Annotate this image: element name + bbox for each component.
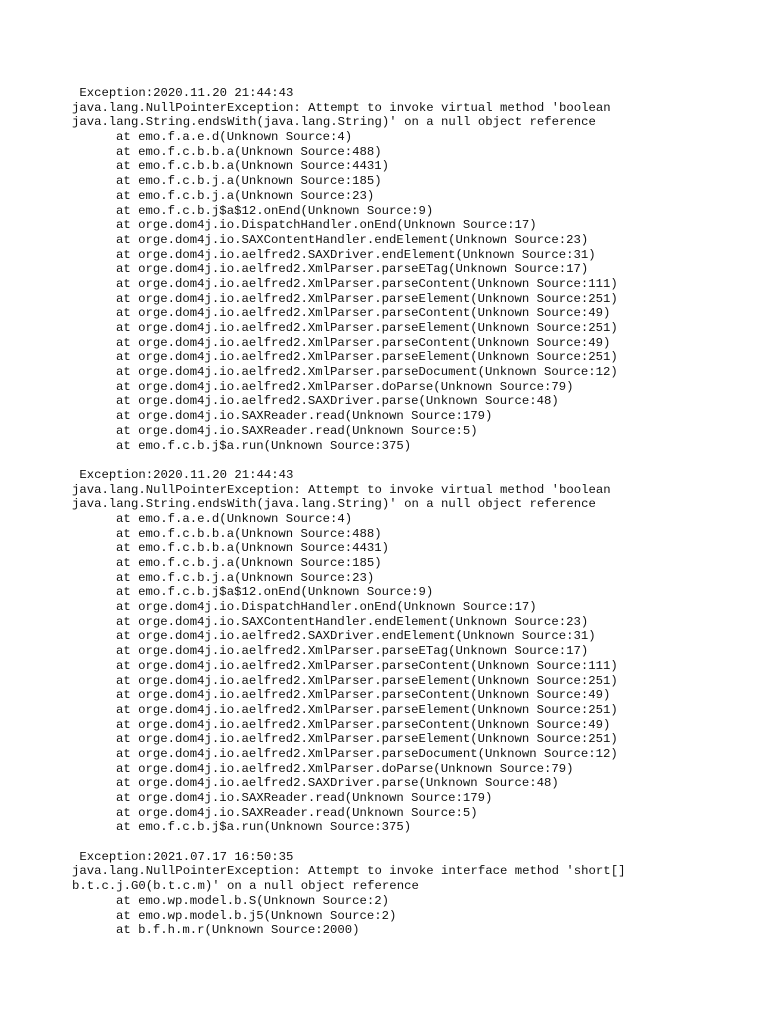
stack-frame: at orge.dom4j.io.aelfred2.XmlParser.parseContent(Unknown Source:49) [116, 306, 611, 321]
exception-log [72, 86, 752, 953]
stack-frame: at orge.dom4j.io.aelfred2.XmlParser.doParse(Unknown Source:79) [116, 761, 574, 776]
exception-timestamp: Exception:2020.11.20 21:44:43 [72, 467, 294, 482]
stack-frame: at emo.f.a.e.d(Unknown Source:4) [116, 511, 353, 526]
stack-frame: at orge.dom4j.io.aelfred2.SAXDriver.parse(Unknown Source:48) [116, 776, 559, 791]
exception-message-line: java.lang.NullPointerException: Attempt to invoke virtual method 'boolean [72, 482, 611, 497]
stack-frame: at emo.f.c.b.b.a(Unknown Source:488) [116, 144, 382, 159]
stack-frame: at orge.dom4j.io.SAXContentHandler.endElement(Unknown Source:23) [116, 614, 589, 629]
stack-frame: at orge.dom4j.io.aelfred2.XmlParser.parseElement(Unknown Source:251) [116, 702, 618, 717]
stack-frame: at orge.dom4j.io.SAXReader.read(Unknown Source:5) [116, 423, 478, 438]
stack-frame: at orge.dom4j.io.aelfred2.XmlParser.parseDocument(Unknown Source:12) [116, 365, 618, 380]
stack-frame: at orge.dom4j.io.aelfred2.XmlParser.parseElement(Unknown Source:251) [116, 321, 618, 335]
stack-frame: at orge.dom4j.io.aelfred2.XmlParser.parseElement(Unknown Source:251) [116, 732, 618, 747]
exception-message-line: java.lang.NullPointerException: Attempt to invoke virtual method 'boolean [72, 100, 611, 115]
stack-frame: at orge.dom4j.io.SAXReader.read(Unknown Source:5) [116, 805, 478, 820]
stack-frame: at orge.dom4j.io.aelfred2.XmlParser.parseContent(Unknown Source:111) [116, 276, 618, 291]
stack-frame: at orge.dom4j.io.aelfred2.XmlParser.parseDocument(Unknown Source:12) [116, 746, 618, 761]
exception-timestamp: Exception:2020.11.20 21:44:43 [72, 86, 294, 100]
stack-frame: at orge.dom4j.io.SAXReader.read(Unknown Source:179) [116, 409, 493, 424]
stack-frame: at orge.dom4j.io.aelfred2.SAXDriver.endElement(Unknown Source:31) [116, 247, 596, 262]
stack-frame: at orge.dom4j.io.SAXReader.read(Unknown Source:179) [116, 791, 493, 805]
stack-frame: at emo.wp.model.b.j5(Unknown Source:2) [116, 908, 397, 923]
exception-message-line: java.lang.String.endsWith(java.lang.String)' on a null object reference [72, 115, 596, 130]
stack-frame: at orge.dom4j.io.aelfred2.SAXDriver.parse(Unknown Source:48) [116, 394, 559, 409]
stack-frame: at orge.dom4j.io.SAXContentHandler.endElement(Unknown Source:23) [116, 232, 589, 247]
stack-frame: at orge.dom4j.io.aelfred2.XmlParser.parseElement(Unknown Source:251) [116, 350, 618, 365]
stack-frame: at emo.f.c.b.b.a(Unknown Source:4431) [116, 541, 390, 556]
stack-frame: at emo.f.c.b.j$a$12.onEnd(Unknown Source:9) [116, 585, 434, 600]
stack-frame: at emo.wp.model.b.S(Unknown Source:2) [116, 893, 390, 908]
stack-frame: at emo.f.c.b.j$a.run(Unknown Source:375) [116, 438, 412, 453]
exception-timestamp: Exception:2021.07.17 16:50:35 [72, 849, 294, 864]
stack-frame: at orge.dom4j.io.aelfred2.XmlParser.parseContent(Unknown Source:49) [116, 688, 611, 703]
stack-frame: at orge.dom4j.io.aelfred2.XmlParser.parseElement(Unknown Source:251) [116, 673, 618, 688]
stack-frame: at orge.dom4j.io.aelfred2.XmlParser.doParse(Unknown Source:79) [116, 379, 574, 394]
stack-frame: at orge.dom4j.io.aelfred2.XmlParser.parseETag(Unknown Source:17) [116, 262, 589, 277]
stack-frame: at orge.dom4j.io.aelfred2.SAXDriver.endElement(Unknown Source:31) [116, 629, 596, 644]
exception-message-line: java.lang.NullPointerException: Attempt to invoke interface method 'short[] [72, 864, 626, 879]
stack-frame: at emo.f.c.b.j.a(Unknown Source:23) [116, 570, 375, 585]
exception-entry [72, 86, 752, 453]
stack-frame: at emo.f.c.b.j$a$12.onEnd(Unknown Source:9) [116, 203, 434, 218]
exception-message-line: java.lang.String.endsWith(java.lang.String)' on a null object reference [72, 497, 596, 512]
stack-frame: at b.f.h.m.r(Unknown Source:2000) [116, 923, 360, 938]
exception-entry [72, 468, 752, 835]
exception-message-line: b.t.c.j.G0(b.t.c.m)' on a null object reference [72, 879, 419, 894]
stack-frame: at orge.dom4j.io.aelfred2.XmlParser.parseElement(Unknown Source:251) [116, 291, 618, 306]
stack-frame: at emo.f.c.b.j.a(Unknown Source:23) [116, 188, 375, 203]
stack-frame: at orge.dom4j.io.aelfred2.XmlParser.parseContent(Unknown Source:49) [116, 717, 611, 732]
stack-frame: at emo.f.a.e.d(Unknown Source:4) [116, 130, 353, 145]
exception-entry [72, 850, 752, 938]
stack-frame: at emo.f.c.b.j.a(Unknown Source:185) [116, 556, 382, 570]
stack-frame: at orge.dom4j.io.aelfred2.XmlParser.parseETag(Unknown Source:17) [116, 644, 589, 659]
stack-frame: at orge.dom4j.io.DispatchHandler.onEnd(Unknown Source:17) [116, 218, 537, 233]
stack-frame: at emo.f.c.b.j.a(Unknown Source:185) [116, 174, 382, 189]
stack-frame: at emo.f.c.b.b.a(Unknown Source:488) [116, 526, 382, 541]
stack-frame: at orge.dom4j.io.aelfred2.XmlParser.parseContent(Unknown Source:49) [116, 335, 611, 350]
stack-frame: at orge.dom4j.io.DispatchHandler.onEnd(Unknown Source:17) [116, 600, 537, 615]
stack-frame: at orge.dom4j.io.aelfred2.XmlParser.parseContent(Unknown Source:111) [116, 658, 618, 673]
stack-frame: at emo.f.c.b.b.a(Unknown Source:4431) [116, 159, 390, 174]
stack-frame: at emo.f.c.b.j$a.run(Unknown Source:375) [116, 820, 412, 835]
